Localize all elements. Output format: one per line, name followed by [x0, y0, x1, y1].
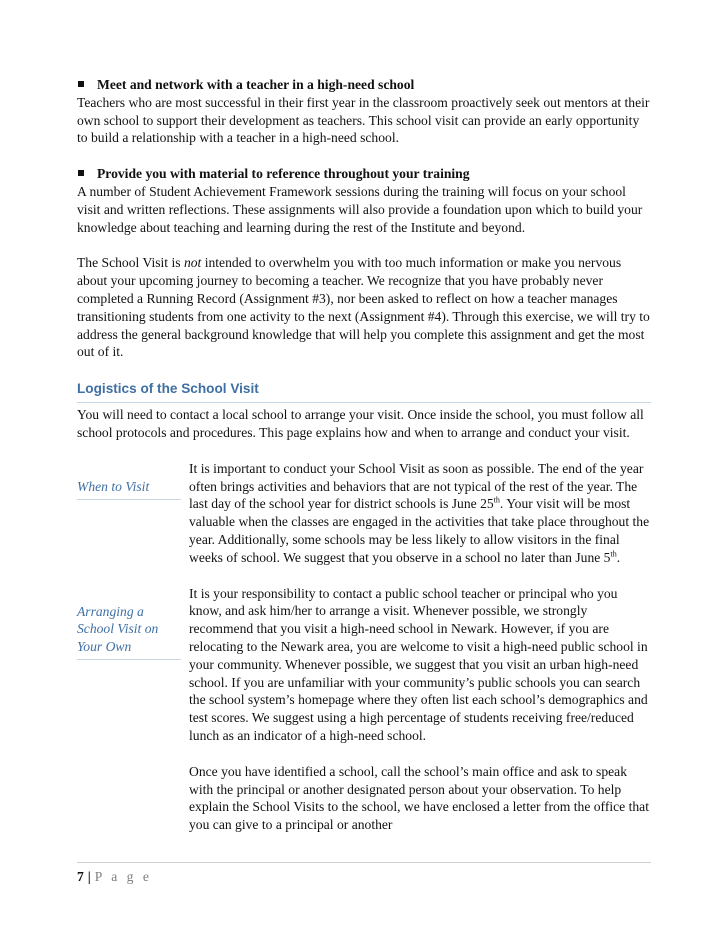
bullet-heading-network — [77, 76, 651, 94]
bullet-heading-text: Meet and network with a teacher in a high-need school — [97, 77, 415, 92]
page-content — [77, 76, 651, 834]
square-bullet-icon — [78, 81, 84, 87]
paragraph-intro: The School Visit is not intended to overwhelm you with too much information or make you nervous about your upcoming journey to becoming a teacher. We recognize that you have probably never completed a Running Record (Assignment #3), nor been asked to reflect on how a teacher manages transitioning students from one activity to the next (Assignment #4). Through this exercise, we will try to address the general background knowledge that will help you complete this assignment and get the most out of it. — [77, 255, 650, 360]
section-heading-logistics: Logistics of the School Visit — [77, 380, 651, 403]
side-label-when: When to Visit — [77, 478, 181, 500]
bullet-heading-text: Provide you with material to reference throughout your training — [97, 166, 470, 182]
paragraph-arranging: It is your responsibility to contact a public school teacher or principal who you know, and ask him/her to arrange a visit. Whenever possible, we strongly recommend that you visit a high-need school in Newark. However, if you are relocating to the Newark area, you are welcome to visit a high-need public school in your community. Whenever possible, we suggest that you visit an urban high-need school. If you are unfamiliar with your community’s public schools you can search the school system’s homepage where they often list each school’s demographics and test scores. We suggest using a high percentage of students receiving free/reduced lunch as an indicator of a high-need school. — [189, 585, 648, 743]
bullet-heading-material — [77, 165, 651, 183]
emphasis-not: not — [183, 255, 202, 271]
paragraph-logistics: You will need to contact a local school to arrange your visit. Once inside the school, you must follow all school protocols and procedures. This page explains how and when to arrange and conduct your visit. — [77, 407, 644, 440]
section-arranging — [77, 585, 651, 834]
paragraph-network: Teachers who are most successful in their first year in the classroom proactively seek out mentors at their own school to support their development as teachers. This school visit can provide an early opportunity to build a relationship with a teacher in a high-need school. — [77, 94, 650, 146]
paragraph-material: A number of Student Achievement Framework sessions during the training will focus on your school visit and written reflections. These assignments will also provide a foundation upon which to build your knowledge about teaching and learning during the rest of the Institute and beyond. — [77, 183, 643, 235]
section-when-to-visit — [77, 460, 651, 567]
paragraph-when: It is important to conduct your School Visit as soon as possible. The end of the year often brings activities and behaviors that are not typical of the rest of the year. The last day of the school year for district schools is June 25th. Your visit will be most valuable when the classes are engaged in the activities that take place throughout the year. Additionally, some schools may be less likely to allow visitors in the final weeks of school. We suggest that you observe in a school no later than June 5th. — [189, 460, 650, 565]
footer-separator: | — [87, 869, 91, 884]
square-bullet-icon — [78, 170, 84, 176]
page-number: 7 — [77, 869, 84, 884]
side-label-arranging: Arranging a School Visit on Your Own — [77, 603, 181, 660]
page-label: P a g e — [94, 869, 152, 884]
page-footer — [77, 862, 651, 885]
paragraph-contact-school: Once you have identified a school, call the school’s main office and ask to speak with the principal or another designated person about your observation. To help explain the School Visits to the school, we have enclosed a letter from the office that you can give to a principal or another — [189, 763, 649, 833]
